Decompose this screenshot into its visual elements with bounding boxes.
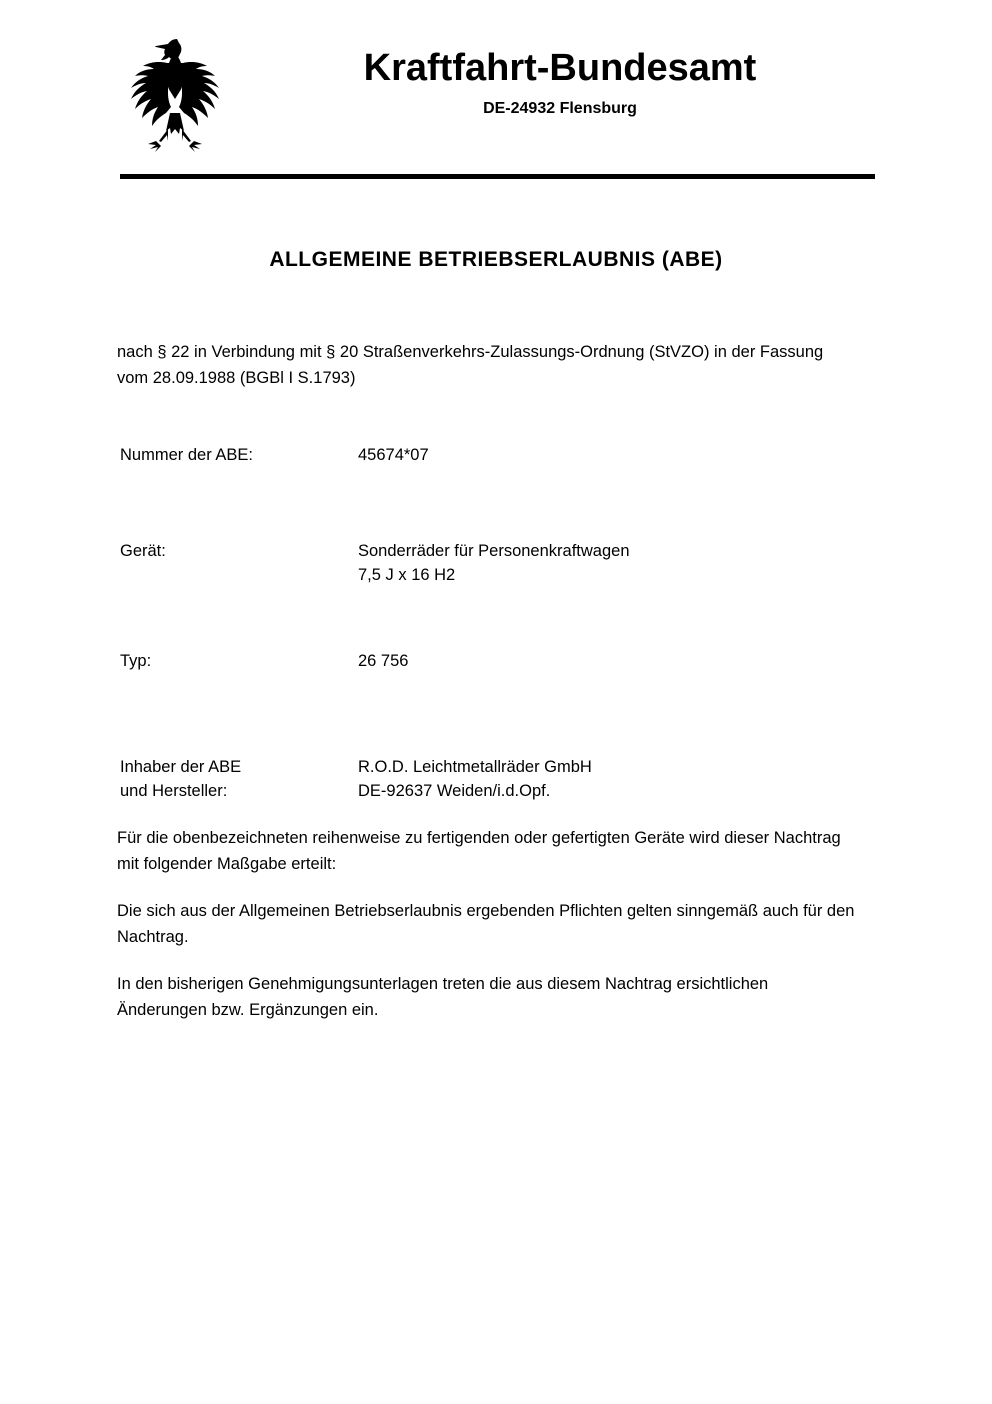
holder-label-line1: Inhaber der ABE [120,757,242,776]
spacer [120,588,880,650]
field-row-device [120,540,880,588]
legal-basis-text: nach § 22 in Verbindung mit § 20 Straßenverkehrs-Zulassungs-Ordnung (StVZO) in der Fassung vom 28.09.1988 (BGBl I S.1793) [117,343,824,387]
federal-eagle-icon [120,35,230,155]
device-label: Gerät: [120,541,166,560]
field-list [120,444,880,804]
header-divider [120,174,875,179]
abe-number-value: 45674*07 [358,446,429,464]
type-label: Typ: [120,651,152,670]
field-row-abe-number [120,444,880,468]
body-paragraph-1: Für die obenbezeichneten reihenweise zu fertigenden oder gefertigten Geräte wird dieser Nachtrag mit folgender Maßgabe erteilt: [117,829,841,873]
field-row-holder [120,756,880,804]
spacer [120,674,880,756]
page-title: ALLGEMEINE BETRIEBSERLAUBNIS (ABE) [269,248,723,271]
document-header [0,30,992,150]
abe-number-label: Nummer der ABE: [120,446,253,464]
holder-value-line1: R.O.D. Leichtmetallräder GmbH [358,757,592,776]
holder-label [120,756,358,804]
header-titles [240,48,880,118]
spacer [120,468,880,540]
type-value: 26 756 [358,651,409,670]
holder-value [358,756,880,804]
organization-title: Kraftfahrt-Bundesamt [363,47,757,89]
device-value-line1: Sonderräder für Personenkraftwagen [358,541,630,560]
field-row-type [120,650,880,674]
body-text [117,826,859,1023]
holder-label-line2: und Hersteller: [120,781,228,800]
body-paragraph-2: Die sich aus der Allgemeinen Betriebserlaubnis ergebenden Pflichten gelten sinngemäß auch für den Nachtrag. [117,902,855,946]
device-value [358,540,880,588]
holder-value-line2: DE-92637 Weiden/i.d.Opf. [358,781,551,800]
device-value-line2: 7,5 J x 16 H2 [358,565,456,584]
body-paragraph-3: In den bisherigen Genehmigungsunterlagen treten die aus diesem Nachtrag ersichtlichen Änderungen bzw. Ergänzungen ein. [117,975,769,1019]
organization-location: DE-24932 Flensburg [483,99,637,117]
